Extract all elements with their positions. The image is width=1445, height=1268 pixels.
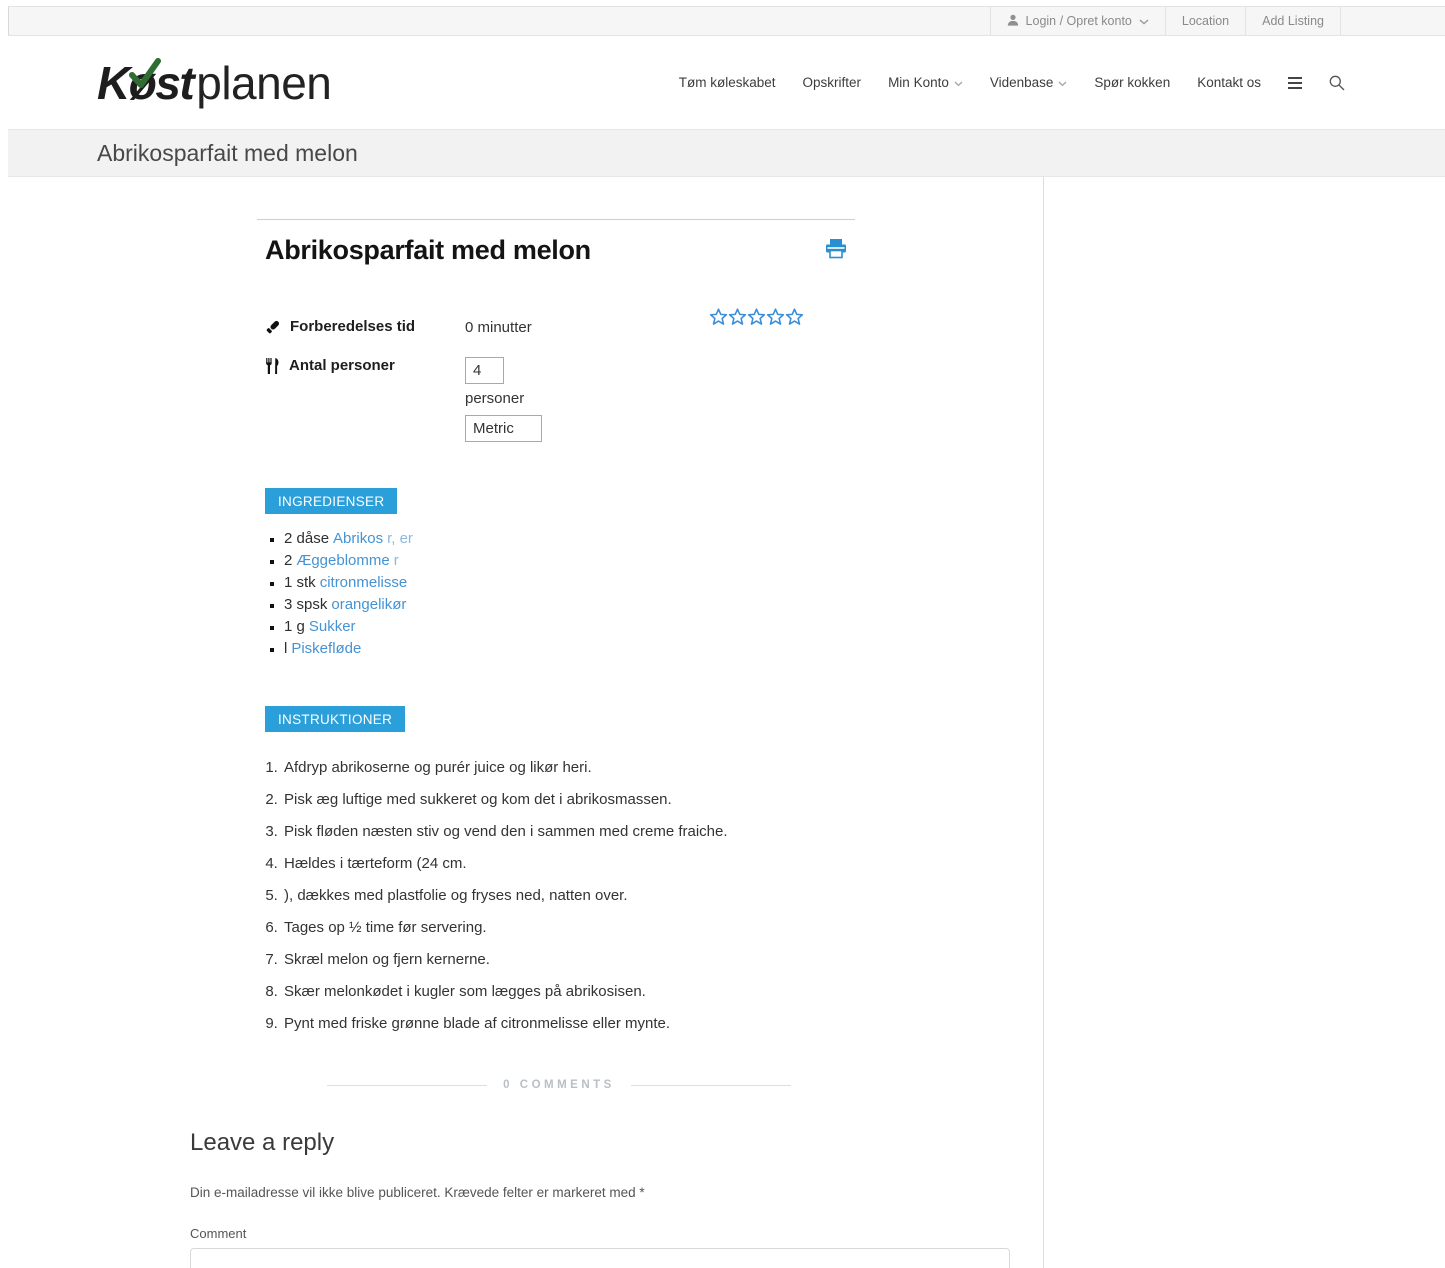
top-utility-bar	[8, 6, 1445, 36]
servings-input[interactable]	[465, 357, 504, 384]
nav-item-min-konto[interactable]: Min Konto	[888, 75, 963, 90]
instruction-step: 1. Afdryp abrikoserne og purér juice og likør heri.	[282, 758, 855, 777]
nav-item-videnbase[interactable]: Videnbase	[990, 75, 1068, 90]
comment-textarea[interactable]	[190, 1248, 1010, 1268]
ingredient-item: ▪ 2 Æggeblomme r	[284, 550, 855, 572]
ingredient-item: ▪ 1 g Sukker	[284, 616, 855, 638]
reply-section	[190, 1129, 1010, 1268]
instruction-step: 7. Skræl melon og fjern kernerne.	[282, 950, 855, 969]
nav-item-spor-kokken[interactable]: Spør kokken	[1094, 75, 1171, 90]
ingredient-link[interactable]: Sukker	[308, 618, 356, 635]
location-link[interactable]	[1165, 7, 1245, 35]
instruction-step: 2. Pisk æg luftige med sukkeret og kom det i abrikosmassen.	[282, 790, 855, 809]
nav-item-kontakt-os[interactable]: Kontakt os	[1197, 75, 1261, 90]
ingredient-link[interactable]: Abrikos	[333, 530, 384, 547]
comments-count-divider	[327, 1079, 791, 1091]
recipe-title: Abrikosparfait med melon	[265, 235, 591, 265]
reply-heading: Leave a reply	[190, 1129, 335, 1156]
reply-note: Din e-mailadresse vil ikke blive publiceret. Krævede felter er markeret med *	[190, 1185, 645, 1200]
user-icon	[1007, 14, 1019, 29]
search-icon[interactable]	[1329, 75, 1345, 91]
servings-unit-label: personer	[465, 390, 525, 407]
hamburger-icon[interactable]	[1288, 77, 1302, 89]
instruction-step: 9. Pynt med friske grønne blade af citronmelisse eller mynte.	[282, 1014, 855, 1033]
login-label: Login / Opret konto	[1025, 14, 1132, 28]
ingredient-item: ▪ l Piskefløde	[284, 638, 855, 660]
sidebar-empty	[1044, 177, 1445, 1268]
ingredients-heading-badge: INGREDIENSER	[265, 488, 397, 514]
add-listing-link[interactable]	[1245, 7, 1341, 35]
knife-icon	[265, 318, 281, 339]
instructions-heading-badge: INSTRUKTIONER	[265, 706, 405, 732]
chevron-down-icon	[1058, 75, 1067, 90]
chevron-down-icon	[954, 75, 963, 90]
star-icon	[728, 307, 747, 327]
star-icon	[709, 307, 728, 327]
servings-label: Antal personer	[289, 357, 395, 374]
comment-label: Comment	[190, 1226, 247, 1241]
ingredient-link[interactable]: Æggeblomme	[296, 552, 390, 569]
instruction-step: 6. Tages op ½ time før servering.	[282, 918, 855, 937]
instructions-list	[257, 758, 855, 1033]
main-area	[0, 177, 1445, 1268]
content-column	[0, 177, 1044, 1268]
site-logo[interactable]	[97, 56, 332, 109]
ingredient-item: ▪ 3 spsk orangelikør	[284, 594, 855, 616]
ingredients-list	[257, 528, 855, 660]
site-header	[0, 36, 1445, 129]
instruction-step: 5. ), dækkes med plastfolie og fryses ned, natten over.	[282, 886, 855, 905]
ingredient-link[interactable]: citronmelisse	[319, 574, 408, 591]
nav-item-tom-koleskabet[interactable]: Tøm køleskabet	[678, 75, 776, 90]
page-title: Abrikosparfait med melon	[97, 139, 358, 166]
location-label: Location	[1181, 14, 1230, 28]
page-title-bar	[8, 129, 1445, 177]
nav-item-opskrifter[interactable]: Opskrifter	[802, 75, 862, 90]
printer-icon[interactable]	[825, 239, 847, 264]
logo-light-text: planen	[196, 56, 332, 109]
servings-row	[257, 357, 855, 442]
prep-time-value: 0 minutter	[465, 319, 532, 336]
logo-bold-text: Køst	[97, 60, 193, 106]
rating-stars[interactable]	[709, 307, 804, 327]
instruction-step: 4. Hældes i tærteform (24 cm.	[282, 854, 855, 873]
cutlery-icon	[265, 357, 280, 378]
recipe-article	[257, 219, 855, 1091]
ingredient-item: ▪ 2 dåse Abrikos r, er	[284, 528, 855, 550]
ingredient-item: ▪ 1 stk citronmelisse	[284, 572, 855, 594]
prep-time-label: Forberedelses tid	[290, 318, 416, 335]
instruction-step: 3. Pisk fløden næsten stiv og vend den i sammen med creme fraiche.	[282, 822, 855, 841]
star-icon	[766, 307, 785, 327]
ingredient-link[interactable]: orangelikør	[331, 596, 407, 613]
instruction-step: 8. Skær melonkødet i kugler som lægges på abrikosisen.	[282, 982, 855, 1001]
chevron-down-icon	[1139, 14, 1149, 28]
add-listing-label: Add Listing	[1262, 14, 1324, 28]
star-icon	[747, 307, 766, 327]
login-menu[interactable]	[990, 7, 1165, 35]
comments-count: 0 COMMENTS	[503, 1079, 615, 1091]
star-icon	[785, 307, 804, 327]
unit-system-select[interactable]	[465, 415, 542, 442]
main-nav	[679, 75, 1345, 91]
ingredient-link[interactable]: Piskefløde	[291, 640, 362, 657]
